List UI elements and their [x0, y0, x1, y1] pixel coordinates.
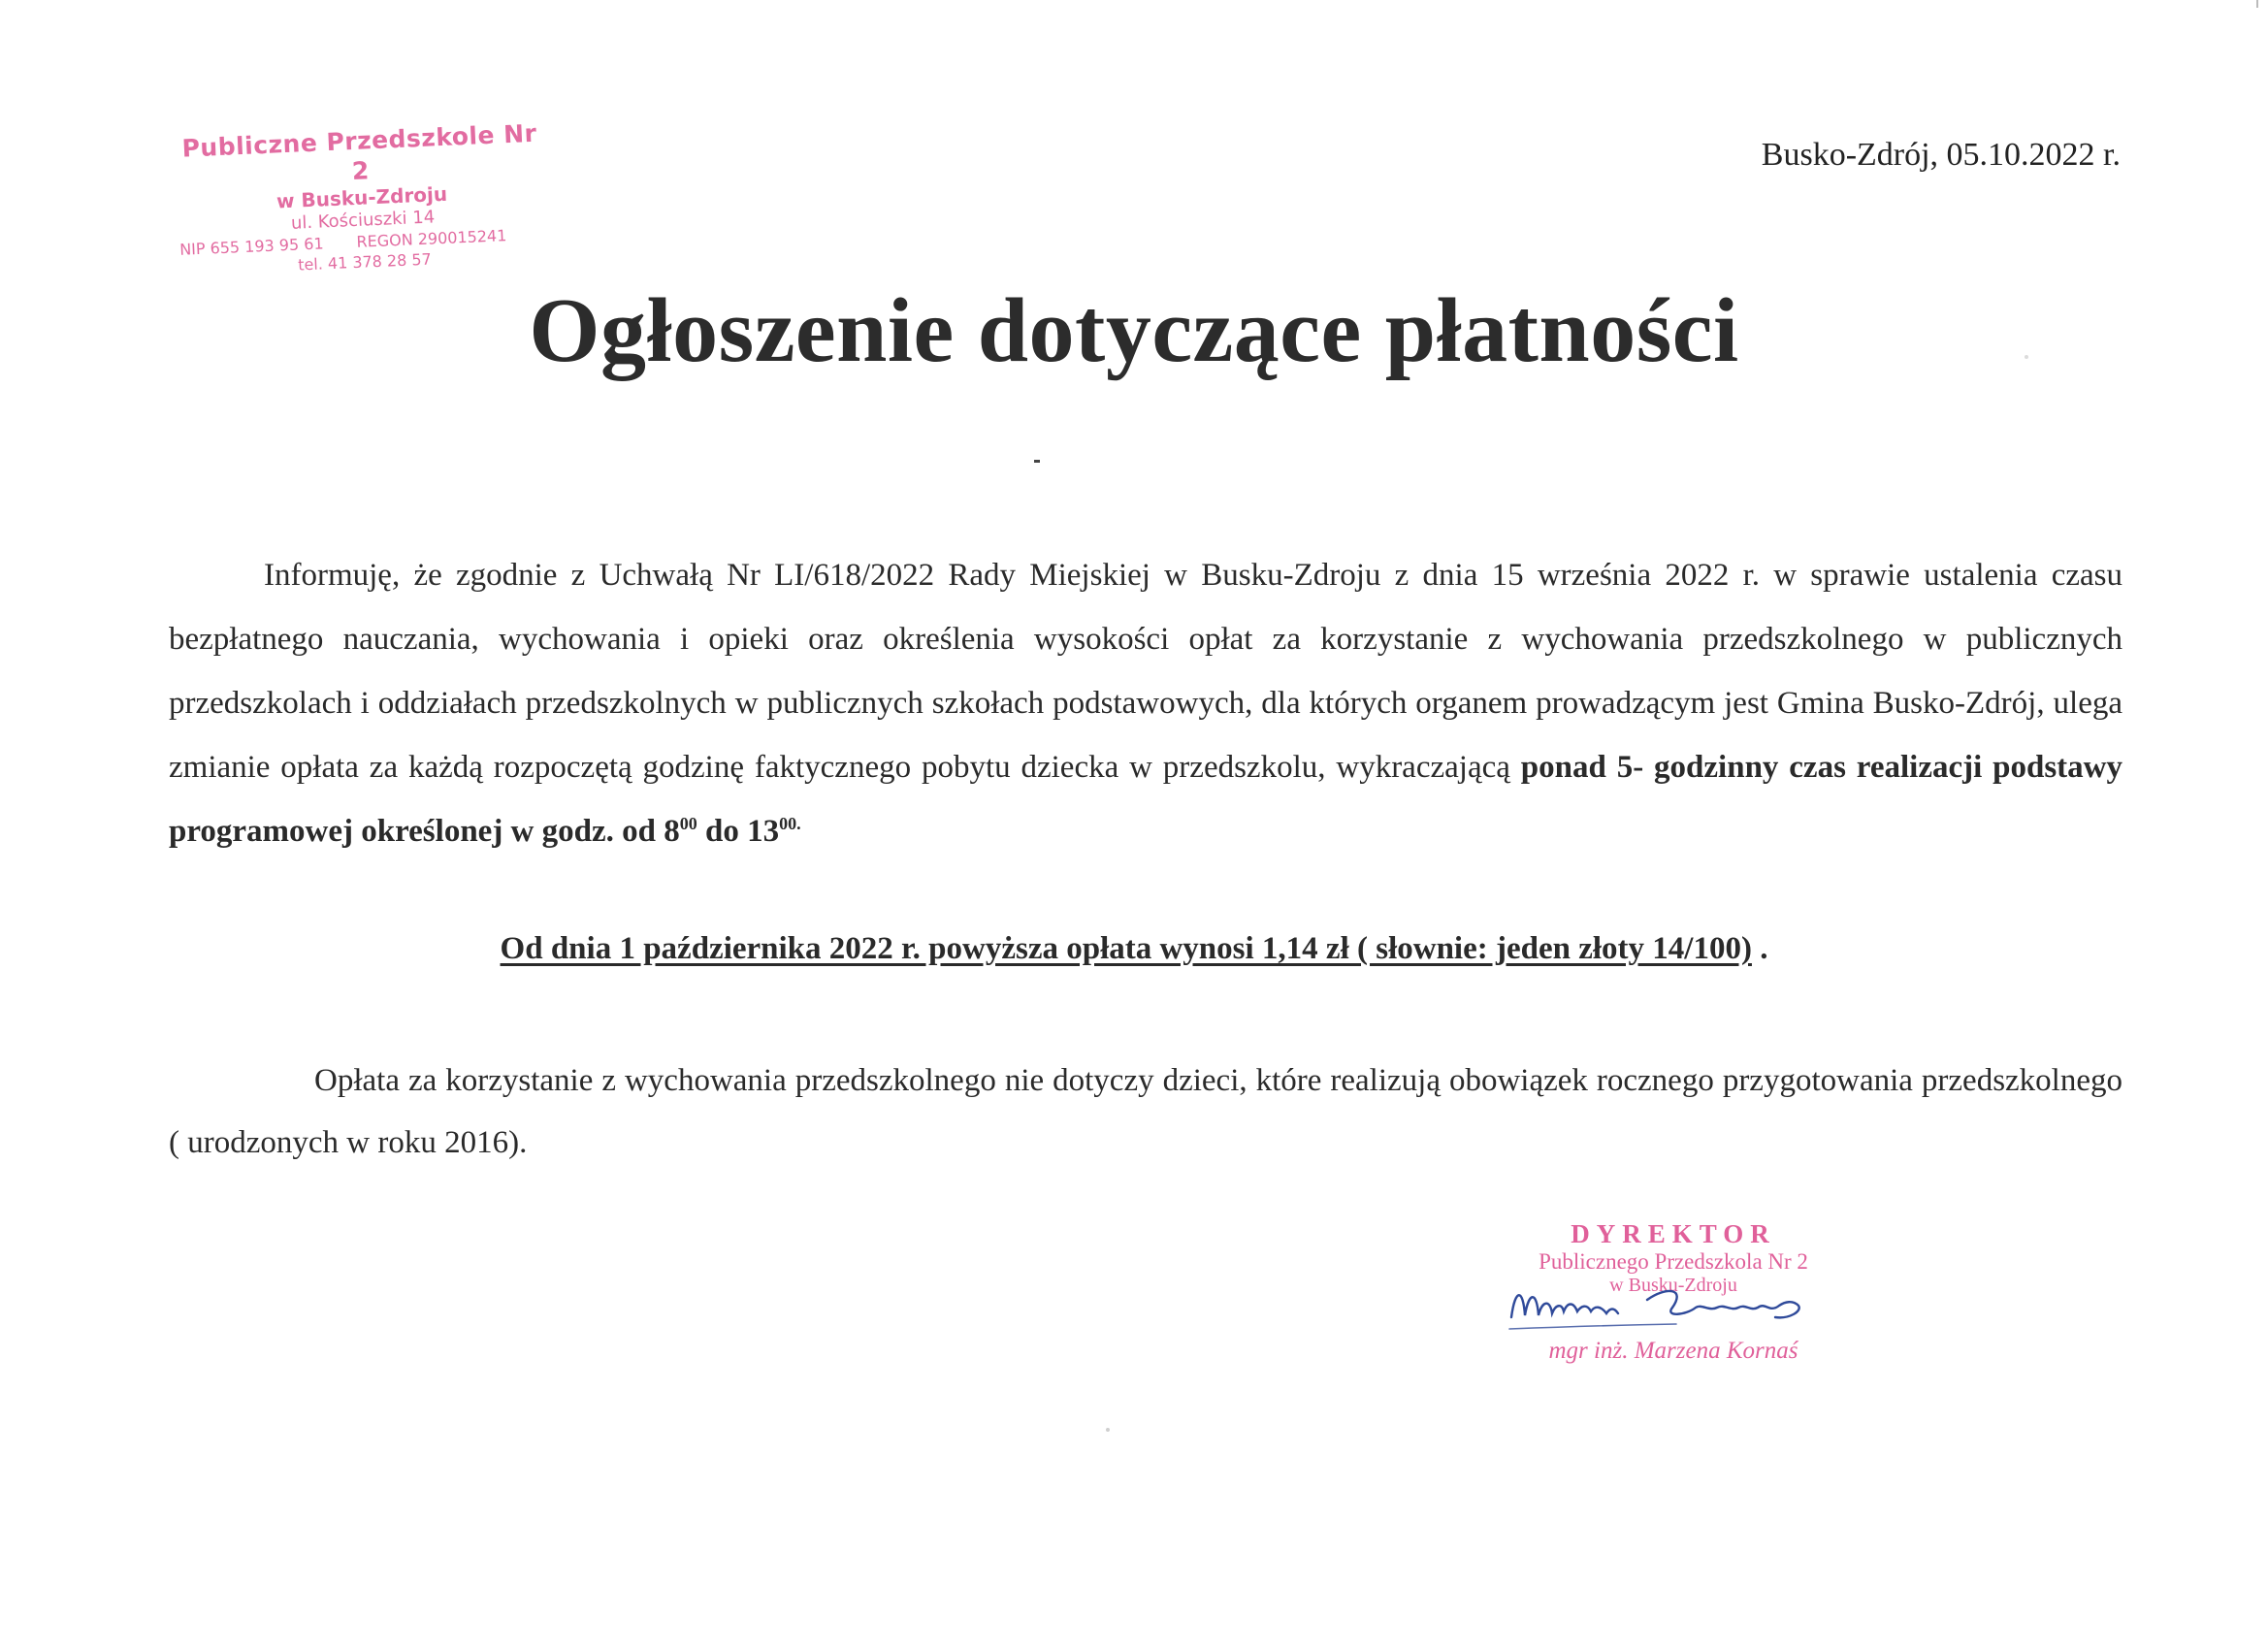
fee-notice: [0, 927, 2268, 970]
stamp-location: w Busku-Zdroju: [1609, 1275, 1737, 1296]
stamp-role: DYREKTOR: [1571, 1219, 1776, 1248]
stamp-institution: Publicznego Przedszkola Nr 2: [1539, 1249, 1808, 1274]
scan-speck: [2025, 355, 2028, 359]
bold-text: ponad 5- godzinny czas realizacji podstawy programowej określonej w godz. od 8: [169, 750, 2123, 849]
stamp-school-name: Publiczne Przedszkole Nr 2: [180, 118, 537, 186]
fee-notice-end: .: [1751, 931, 1768, 966]
hour-end-minutes: 00: [779, 814, 797, 833]
stamp-regon: REGON 290015241: [356, 226, 507, 251]
fee-notice-text: Od dnia 1 października 2022 r. powyższa opłata wynosi 1,14 zł ( słownie: jeden złoty 14/100): [500, 931, 1752, 966]
stamp-street: ul. Kościuszki 14: [290, 207, 436, 234]
school-stamp: [175, 117, 549, 279]
scan-speck: [1034, 460, 1040, 463]
document-date: Busko-Zdrój, 05.10.2022 r.: [1761, 137, 2121, 173]
page-title: Ogłoszenie dotyczące płatności: [529, 280, 1739, 381]
exemption-paragraph: [169, 1050, 2122, 1174]
exemption-text: Opłata za korzystanie z wychowania przedszkolnego nie dotyczy dzieci, które realizują obowiązek rocznego przygotowania przedszkolnego ( urodzonych w roku 2016).: [169, 1063, 2122, 1160]
stamp-director-name: mgr inż. Marzena Kornaś: [1548, 1338, 1798, 1364]
main-paragraph: [169, 543, 2122, 863]
scan-mark: [2256, 0, 2258, 8]
paragraph-intro: Informuję, że zgodnie z Uchwałą Nr LI/618/2022 Rady Miejskiej w Busku-Zdroju z dnia 15 września 2022 r. w sprawie ustalenia czasu bezpłatnego nauczania, wychowania i opieki oraz określenia wysokości opłat za korzystanie z wychowania przedszkolnego w publicznych przedszkolach i oddziałach przedszkolnych w publicznych szkołach podstawowych, dla których organem prowadzącym jest Gmina Busko-Zdrój, ulega zmianie opłata za każdą rozpoczętą godzinę faktycznego pobytu dziecka w przedszkolu, wykraczającą: [169, 558, 2122, 785]
bold-to-text: do 13: [697, 814, 780, 849]
hour-start-minutes: 00: [679, 814, 697, 833]
paragraph-end-dot: .: [796, 814, 801, 833]
handwritten-signature: [1502, 1278, 1822, 1337]
stamp-town: w Busku-Zdroju: [275, 181, 448, 213]
stamp-phone: tel. 41 378 28 57: [297, 249, 433, 275]
scan-speck: [1106, 1428, 1110, 1432]
stamp-nip: NIP 655 193 95 61: [178, 234, 324, 259]
